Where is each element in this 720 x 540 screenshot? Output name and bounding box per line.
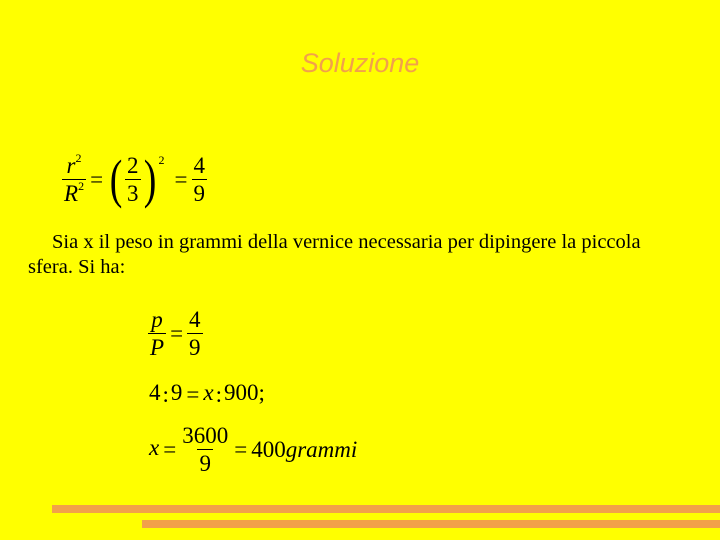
equation-result bbox=[149, 424, 357, 475]
colon: : bbox=[215, 382, 222, 408]
numerator: 4 bbox=[189, 307, 201, 332]
body-paragraph bbox=[28, 230, 688, 280]
fraction-4-over-9 bbox=[187, 308, 203, 359]
result-unit: grammi bbox=[285, 437, 358, 462]
denominator: 9 bbox=[193, 180, 205, 206]
equals-sign: = bbox=[174, 166, 188, 192]
var-x: x bbox=[149, 434, 160, 460]
numerator: 2 bbox=[127, 152, 139, 178]
result-value: 400 bbox=[251, 437, 286, 462]
denominator: 3 bbox=[127, 180, 139, 206]
fraction-4-over-9 bbox=[192, 154, 208, 205]
fraction-3600-over-9 bbox=[180, 424, 230, 475]
equals-sign: = bbox=[234, 437, 248, 462]
var-r: r bbox=[66, 152, 76, 178]
denominator: 9 bbox=[189, 335, 201, 360]
decorative-bar-top bbox=[52, 505, 720, 513]
decorative-bar-bottom bbox=[142, 520, 720, 528]
var-p: p bbox=[151, 307, 163, 332]
var-x: x bbox=[203, 380, 214, 405]
fraction-2-over-3 bbox=[125, 154, 141, 205]
equals-sign: = bbox=[186, 382, 200, 408]
equation-proportion bbox=[149, 381, 265, 406]
equation-ratio-squared bbox=[62, 149, 207, 209]
equals-sign: = bbox=[163, 437, 177, 462]
right-paren: ) bbox=[143, 149, 156, 209]
exponent: 2 bbox=[158, 153, 165, 167]
fraction-r2-over-R2 bbox=[62, 150, 86, 206]
equation-p-over-P bbox=[148, 308, 203, 359]
var-P: P bbox=[150, 335, 165, 360]
exponent: 2 bbox=[75, 150, 82, 165]
paragraph-text: Sia x il peso in grammi della vernice necessaria per dipingere la piccola sfera. Si ha: bbox=[28, 231, 641, 278]
var-R: R bbox=[64, 180, 79, 206]
denominator: 9 bbox=[199, 451, 211, 476]
numerator: 3600 bbox=[182, 423, 229, 448]
slide-title: Soluzione bbox=[300, 48, 420, 78]
term: 4 bbox=[149, 380, 161, 405]
exponent: 2 bbox=[78, 178, 85, 193]
term: 900; bbox=[223, 380, 265, 405]
term: 9 bbox=[170, 380, 183, 405]
numerator: 4 bbox=[193, 152, 205, 178]
fraction-p-over-P bbox=[148, 308, 166, 359]
equals-sign: = bbox=[170, 321, 184, 346]
left-paren: ( bbox=[109, 149, 123, 209]
equals-sign: = bbox=[90, 166, 104, 192]
colon: : bbox=[162, 382, 169, 408]
